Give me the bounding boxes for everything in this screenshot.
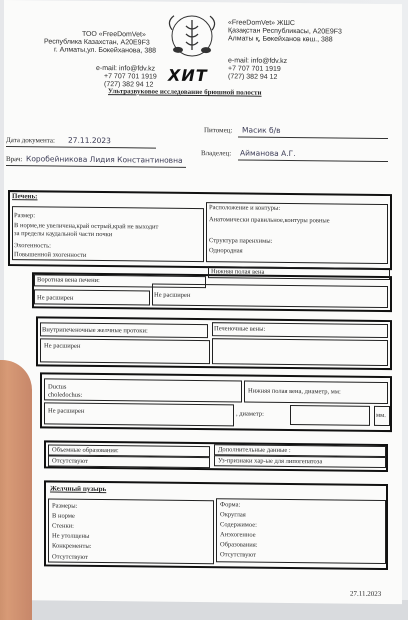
doctor-label: Врач: [6,155,23,164]
veins-label: Печеночные вены: [214,325,266,333]
gb-stones-value: Отсутствуют [52,553,89,561]
gb-formations-value: Отсутствуют [220,551,257,559]
gb-content-label: Содержимое: [220,521,257,529]
ivc-value: Не расширен [154,291,191,299]
liver-heading: Печень: [12,192,38,201]
document-title: Ультразвуковое исследование брюшной полости [108,87,262,97]
gb-stones-label: Конкременты: [52,542,92,550]
choledoch-label-2: choledochus: [48,391,83,399]
clinic-name-ru: ТОО «FreeDomVet» [82,30,146,39]
clinic-country-ru: Республика Казахстан, A20E9F3 [44,38,150,47]
gb-walls-value: Не утолщены [52,532,90,540]
clinic-logo [164,6,220,91]
ivc-label: Нижняя полая вена [211,268,265,276]
liver-size-label: Размер: [14,212,36,220]
liver-size-value-1: В норме,не увеличена,край острый,край не выходит [14,222,159,231]
date-label: Дата документа: [6,136,55,145]
pet-label: Питомец: [204,126,233,135]
clinic-email-ru: e-mail: info@fdv.kz [96,64,156,73]
pet-underline [238,136,388,139]
liver-structure-label: Структура паренхимы: [209,237,273,245]
owner-value: Айманова А.Г. [240,148,296,159]
diam-value-box [290,405,370,426]
portal-label: Воротная вена печени: [37,276,100,285]
gb-size-value: В норме [52,512,75,520]
document-page [4,0,402,604]
clinic-address-ru: г. Алматы,ул. Бокейханова, 388 [54,46,157,55]
liver-position-label: Расположение и контуры: [209,204,281,212]
clinic-phone1-ru: +7 707 701 1919 [104,73,157,81]
liver-echo-value: Повышенной эхогенности [14,251,87,259]
ivc-diam-label: Нижняя полая вена, диаметр, мм: [248,387,341,396]
doctor-underline [6,165,186,168]
logo-wordmark: ХИТ [168,65,208,86]
liver-position-value: Анатомически правильное,контуры ровные [209,216,330,225]
pet-value: Масик б/в [242,125,281,135]
clinic-phone2-ru: (727) 382 94 12 [104,81,154,89]
gb-size-label: Размеры: [52,502,78,510]
gb-formations-label: Образования: [220,541,258,549]
footer-date: 27.11.2023 [350,589,382,598]
gb-shape-value: Округлая [220,511,246,519]
doctor-value: Коробейникова Лидия Константиновна [26,154,183,165]
gb-shape-label: Форма: [220,501,241,509]
diam-unit: мм. [376,411,386,419]
clinic-address-kz: Алматы қ, Бөкейханов көш., 388 [228,35,333,44]
diam-label: , диаметр: [236,410,264,418]
extra-value: Уз-признаки хар-ые для липогепатоза [218,457,323,466]
volume-value: Отсутствуют [52,457,89,465]
owner-underline [238,159,388,162]
ducts-label: Внутрипеченочные желчные протоки: [42,326,148,335]
clinic-name-kz: «FreeDomVet» ЖШС [228,19,295,28]
gallbladder-heading: Желчный пузырь [50,484,107,494]
ducts-value: Не расширен [44,342,81,350]
gb-walls-label: Стенки: [52,522,74,530]
choledoch-value: Не расширен [48,407,85,415]
volume-label: Объемные образования: [52,446,119,455]
liver-echo-label: Эхогенность: [14,242,51,250]
portal-value: Не расширен [37,294,74,302]
choledoch-label-box [44,378,242,402]
veins-value-box [212,338,388,366]
thumb [0,360,32,620]
clinic-phone1-kz: +7 707 701 1919 [228,65,281,73]
owner-label: Владелец: [201,149,232,158]
extra-label: Дополнительные данные : [218,446,291,455]
liver-structure-value: Однородная [209,247,243,255]
liver-size-value-2: за пределы каудальной части почки [14,230,113,239]
date-underline [6,146,156,149]
choledoch-label-1: Ductus [48,383,67,391]
gb-content-value: Анэхогенное [220,531,256,539]
clinic-email-kz: e-mail: info@fdv.kz [228,57,288,65]
date-value: 27.11.2023 [68,135,111,146]
clinic-phone2-kz: (727) 382 94 12 [228,73,278,81]
clinic-country-kz: Қазақстан Республикасы, A20E9F3 [228,27,342,36]
